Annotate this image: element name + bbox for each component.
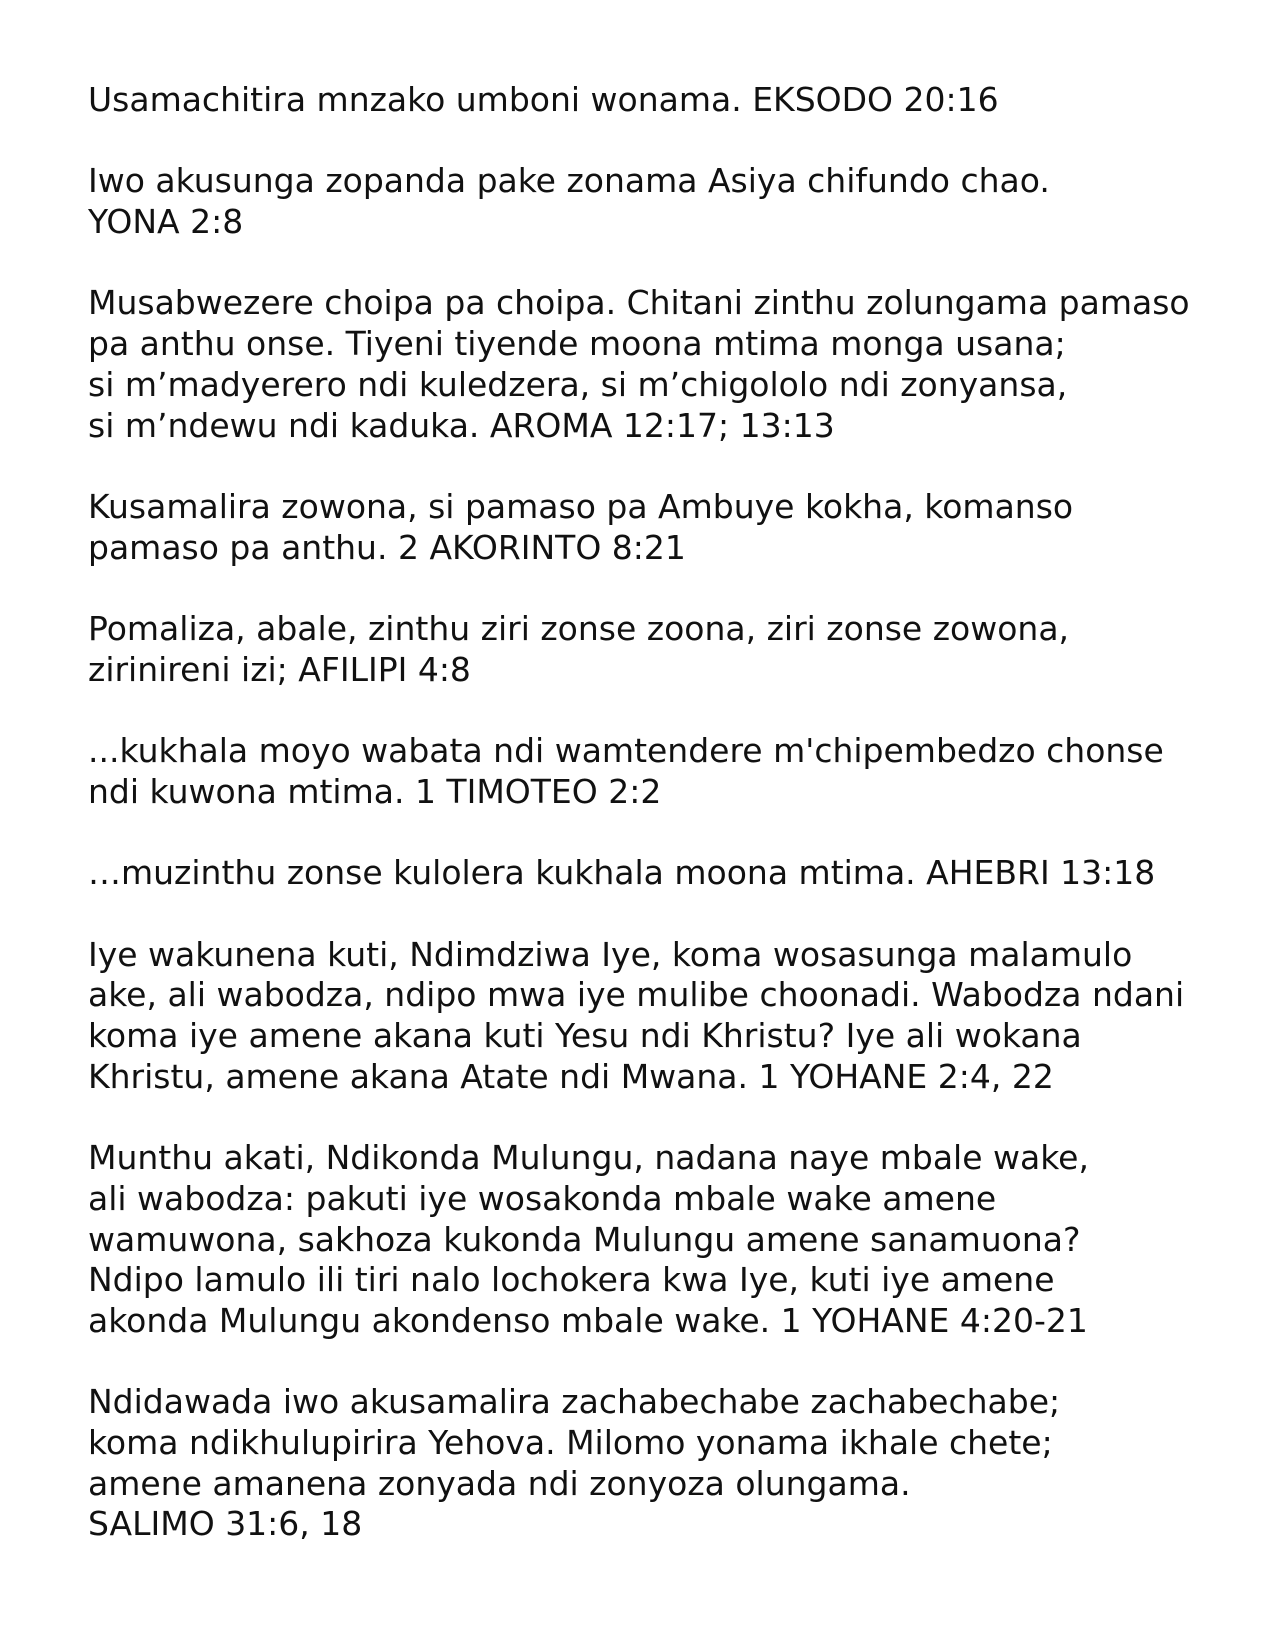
text-line: Ndidawada iwo akusamalira zachabechabe zachabechabe; <box>88 1382 1061 1422</box>
text-line: pamaso pa anthu. 2 AKORINTO 8:21 <box>88 527 686 567</box>
text-line: wamuwona, sakhoza kukonda Mulungu amene sanamuona? <box>88 1219 1081 1259</box>
verse-paragraph <box>88 731 1228 812</box>
text-line: koma iye amene akana kuti Yesu ndi Khristu? Iye ali wokana <box>88 1016 1082 1056</box>
text-line: Pomaliza, abale, zinthu ziri zonse zoona, ziri zonse zowona, <box>88 609 1070 649</box>
text-line: ake, ali wabodza, ndipo mwa iye mulibe choonadi. Wabodza ndani <box>88 975 1185 1015</box>
text-line: Khristu, amene akana Atate ndi Mwana. 1 YOHANE 2:4, 22 <box>88 1056 1054 1096</box>
verse-paragraph <box>88 853 1228 894</box>
verse-paragraph <box>88 161 1228 242</box>
text-line: SALIMO 31:6, 18 <box>88 1504 363 1544</box>
document-page <box>88 80 1228 1586</box>
text-line: Musabwezere choipa pa choipa. Chitani zinthu zolungama pamaso <box>88 283 1190 323</box>
text-line: Munthu akati, Ndikonda Mulungu, nadana naye mbale wake, <box>88 1138 1089 1178</box>
verse-paragraph <box>88 1138 1228 1342</box>
verse-paragraph <box>88 283 1228 446</box>
text-line: akonda Mulungu akondenso mbale wake. 1 YOHANE 4:20-21 <box>88 1300 1088 1340</box>
text-line: ndi kuwona mtima. 1 TIMOTEO 2:2 <box>88 771 662 811</box>
text-line: pa anthu onse. Tiyeni tiyende moona mtima monga usana; <box>88 324 1066 364</box>
text-line: Kusamalira zowona, si pamaso pa Ambuye kokha, komanso <box>88 486 1074 526</box>
text-line: Iwo akusunga zopanda pake zonama Asiya chifundo chao. <box>88 161 1050 201</box>
text-line: amene amanena zonyada ndi zonyoza olungama. <box>88 1463 911 1503</box>
text-line: zirinireni izi; AFILIPI 4:8 <box>88 649 471 689</box>
text-line: si m’madyerero ndi kuledzera, si m’chigololo ndi zonyansa, <box>88 364 1068 404</box>
text-line: si m’ndewu ndi kaduka. AROMA 12:17; 13:13 <box>88 405 835 445</box>
text-line: Iye wakunena kuti, Ndimdziwa Iye, koma wosasunga malamulo <box>88 934 1133 974</box>
text-line: Ndipo lamulo ili tiri nalo lochokera kwa Iye, kuti iye amene <box>88 1260 1055 1300</box>
verse-paragraph <box>88 80 1228 121</box>
text-line: …muzinthu zonse kulolera kukhala moona mtima. AHEBRI 13:18 <box>88 853 1156 893</box>
text-line: ali wabodza: pakuti iye wosakonda mbale wake amene <box>88 1178 997 1218</box>
verse-paragraph <box>88 609 1228 690</box>
text-line: YONA 2:8 <box>88 202 244 242</box>
text-line: Usamachitira mnzako umboni wonama. EKSODO 20:16 <box>88 80 999 119</box>
verse-paragraph <box>88 1382 1228 1545</box>
verse-paragraph <box>88 487 1228 568</box>
verse-paragraph <box>88 935 1228 1098</box>
text-line: ...kukhala moyo wabata ndi wamtendere m'chipembedzo chonse <box>88 731 1164 771</box>
text-line: koma ndikhulupirira Yehova. Milomo yonama ikhale chete; <box>88 1423 1053 1463</box>
